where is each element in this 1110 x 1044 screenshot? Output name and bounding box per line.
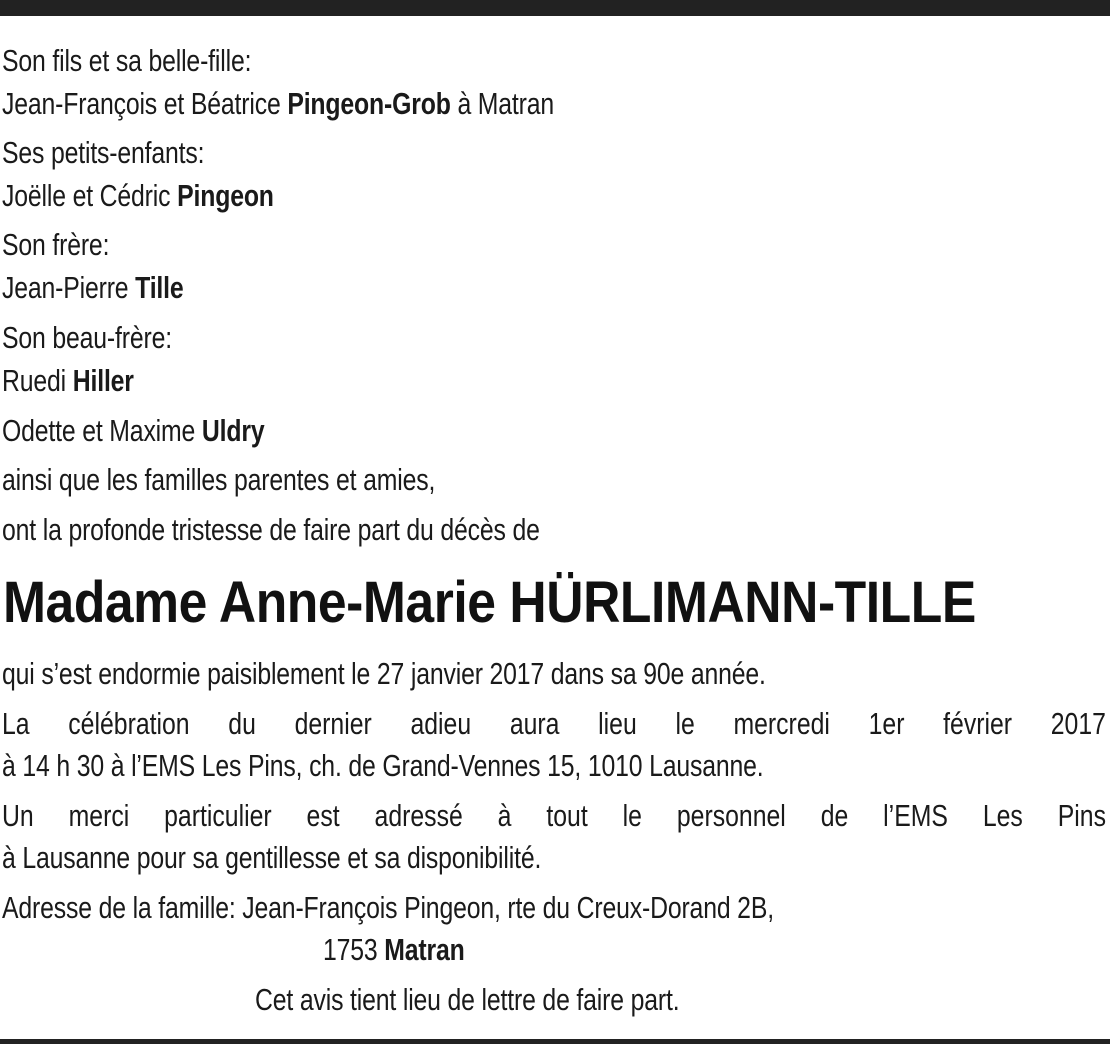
grandchildren-heading [2,133,204,173]
deceased-name-text: Madame Anne-Marie HÜRLIMANN-TILLE [3,570,976,635]
address-zip: 1753 [323,932,385,967]
ceremony-word: aura [509,706,560,741]
families-line [2,460,435,500]
thanks-line-1 [2,796,1106,836]
ceremony-word: adieu [410,706,472,741]
son-line [2,84,554,124]
thanks-line-2 [2,838,541,878]
grandchildren-heading-text: Ses petits-enfants: [2,135,205,170]
thanks-line-2-text: à Lausanne pour sa gentillesse et sa disponibilité. [2,840,542,875]
thanks-word: l’EMS [883,798,948,833]
ceremony-line-2-text: à 14 h 30 à l’EMS Les Pins, ch. de Grand-Vennes 15, 1010 Lausanne. [2,748,764,783]
son-place: à Matran [450,86,555,121]
ceremony-word: dernier [294,706,372,741]
thanks-word: merci [68,798,130,833]
grandchildren-surname: Pingeon [177,178,274,213]
passing-text: qui s’est endormie paisiblement le 27 janvier 2017 dans sa 90e année. [2,656,766,691]
thanks-word: Les [982,798,1023,833]
other-names: Odette et Maxime [2,413,202,448]
deceased-name [3,568,976,638]
ceremony-word: lieu [598,706,637,741]
ceremony-word: le [675,706,695,741]
grandchildren-names: Joëlle et Cédric [2,178,178,213]
thanks-word: tout [546,798,588,833]
son-names: Jean-François et Béatrice [2,86,288,121]
son-heading-text: Son fils et sa belle-fille: [2,43,252,78]
brother-heading [2,225,109,265]
address-city: Matran [384,932,465,967]
ceremony-word: 1er [868,706,905,741]
brother-name: Jean-Pierre [2,270,136,305]
ceremony-line-2 [2,746,764,786]
thanks-word: de [820,798,849,833]
thanks-word: est [306,798,340,833]
brother-heading-text: Son frère: [2,227,110,262]
address-line-2 [323,930,465,970]
ceremony-word: La [2,706,30,741]
top-rule [0,0,1110,16]
brother-in-law-surname: Hiller [72,363,134,398]
thanks-word: adressé [374,798,463,833]
announcement-text: ont la profonde tristesse de faire part du décès de [2,512,540,547]
families-text: ainsi que les familles parentes et amies, [2,462,436,497]
thanks-word: le [622,798,642,833]
grandchildren-line [2,176,274,216]
thanks-word: Un [2,798,34,833]
closing-line [255,980,679,1020]
brother-in-law-name: Ruedi [2,363,73,398]
address-line-1-text: Adresse de la famille: Jean-François Pingeon, rte du Creux-Dorand 2B, [2,890,774,925]
bottom-rule [0,1039,1110,1044]
other-surname: Uldry [201,413,265,448]
brother-surname: Tille [135,270,184,305]
son-heading [2,41,251,81]
ceremony-word: 2017 [1050,706,1106,741]
address-line-1 [2,888,774,928]
brother-in-law-heading-text: Son beau-frère: [2,320,172,355]
brother-in-law-line [2,361,134,401]
ceremony-word: mercredi [733,706,830,741]
ceremony-word: célébration [68,706,190,741]
ceremony-word: février [943,706,1013,741]
thanks-word: Pins [1057,798,1106,833]
ceremony-line-1 [2,704,1106,744]
son-surname: Pingeon-Grob [287,86,451,121]
ceremony-word: du [228,706,256,741]
brother-in-law-heading [2,318,172,358]
closing-text: Cet avis tient lieu de lettre de faire part. [255,982,680,1017]
thanks-word: personnel [676,798,786,833]
brother-line [2,268,184,308]
announcement-line [2,510,540,550]
thanks-word: particulier [164,798,272,833]
other-relatives-line [2,411,265,451]
thanks-word: à [497,798,512,833]
passing-line [2,654,766,694]
